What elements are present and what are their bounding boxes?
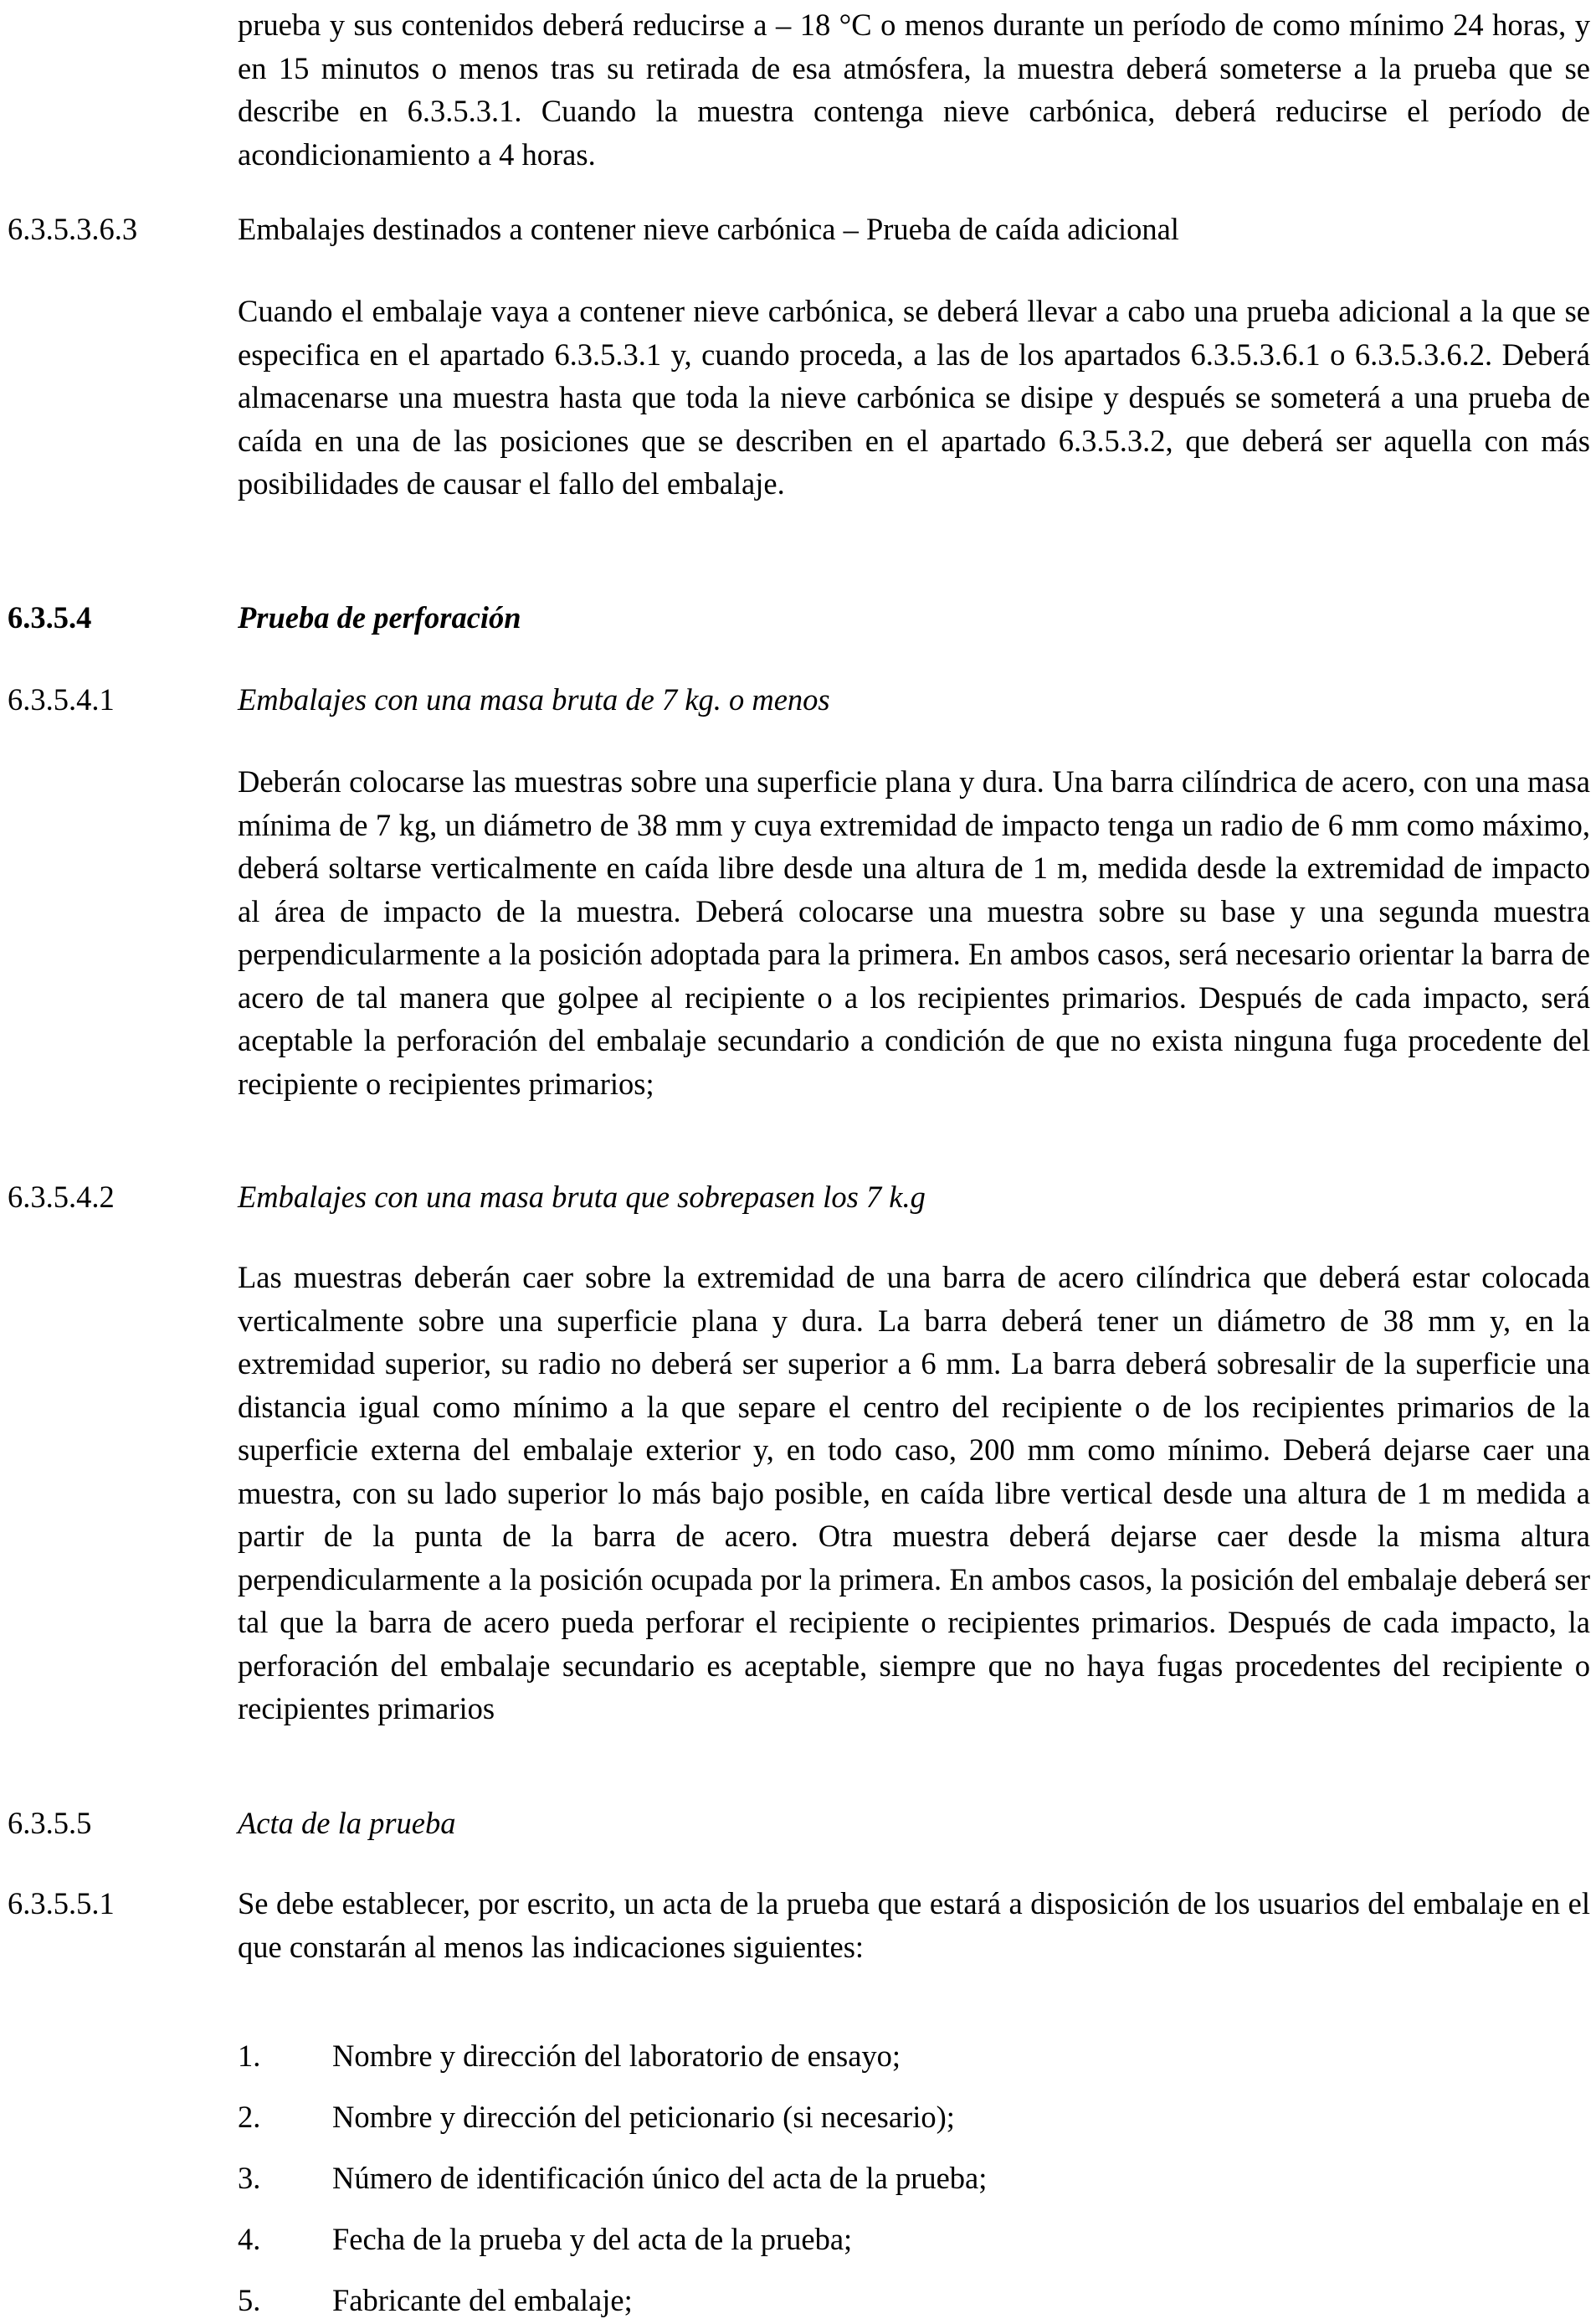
section-body: Deberán colocarse las muestras sobre una superficie plana y dura. Una barra cilíndrica de acero, con una masa mínima de 7 kg, un diámetro de 38 mm y cuya extremidad de impacto tenga un radio de 6 mm como máximo, deberá soltarse verticalmente en caída libre desde una altura de 1 m, medida desde la extremidad de impacto al área de impacto de la muestra. Deberá colocarse una muestra sobre su base y una segunda muestra perpendicularmente a la posición adoptada para la primera. En ambos casos, será necesario orientar la barra de acero de tal manera que golpee al recipiente o a los recipientes primarios. Después de cada impacto, será aceptable la perforación del embalaje secundario a condición de que no exista ninguna fuga procedente del recipiente o recipientes primarios;	[238, 764, 1590, 1101]
list-item-number: 1.	[238, 2039, 261, 2073]
section-body: Se debe establecer, por escrito, un acta de la prueba que estará a disposición de los usuarios del embalaje en el que constarán al menos las indicaciones siguientes:	[238, 1886, 1590, 1964]
section-number: 6.3.5.5	[8, 1806, 92, 1840]
section-body: Cuando el embalaje vaya a contener nieve carbónica, se deberá llevar a cabo una prueba adicional a la que se especifica en el apartado 6.3.5.3.1 y, cuando proceda, a las de los apartados 6.3.5.3.6.1 o 6.3.5.3.6.2. Deberá almacenarse una muestra hasta que toda la nieve carbónica se disipe y después se someterá a una prueba de caída en una de las posiciones que se describen en el apartado 6.3.5.3.2, que deberá ser aquella con más posibilidades de causar el fallo del embalaje.	[238, 294, 1590, 501]
section-number: 6.3.5.3.6.3	[8, 212, 138, 246]
section-number: 6.3.5.5.1	[8, 1886, 115, 1920]
list-item-number: 2.	[238, 2100, 261, 2134]
section-heading: Acta de la prueba	[238, 1806, 456, 1840]
list-item: Nombre y dirección del peticionario (si necesario);	[332, 2100, 955, 2134]
section-heading: Embalajes con una masa bruta de 7 kg. o menos	[238, 682, 830, 717]
section-body: Las muestras deberán caer sobre la extremidad de una barra de acero cilíndrica que deberá estar colocada verticalmente sobre una superficie plana y dura. La barra deberá tener un diámetro de 38 mm y, en la extremidad superior, su radio no deberá ser superior a 6 mm. La barra deberá sobresalir de la superficie una distancia igual como mínimo a la que separe el centro del recipiente o de los recipientes primarios de la superficie externa del embalaje exterior y, en todo caso, 200 mm como mínimo. Deberá dejarse caer una muestra, con su lado superior lo más bajo posible, en caída libre vertical desde una altura de 1 m medida a partir de la punta de la barra de acero. Otra muestra deberá dejarse caer desde la misma altura perpendicularmente a la posición ocupada por la primera. En ambos casos, la posición del embalaje deberá ser tal que la barra de acero pueda perforar el recipiente o recipientes primarios. Después de cada impacto, la perforación del embalaje secundario es aceptable, siempre que no haya fugas procedentes del recipiente o recipientes primarios	[238, 1260, 1590, 1725]
intro-paragraph: prueba y sus contenidos deberá reducirse a – 18 °C o menos durante un período de como mínimo 24 horas, y en 15 minutos o menos tras su retirada de esa atmósfera, la muestra deberá someterse a la prueba que se describe en 6.3.5.3.1. Cuando la muestra contenga nieve carbónica, deberá reducirse el período de acondicionamiento a 4 horas.	[238, 8, 1590, 172]
list-item-number: 3.	[238, 2161, 261, 2195]
list-item-number: 4.	[238, 2222, 261, 2256]
section-heading: Embalajes destinados a contener nieve carbónica – Prueba de caída adicional	[238, 212, 1179, 246]
section-number: 6.3.5.4.1	[8, 682, 115, 717]
section-number: 6.3.5.4.2	[8, 1180, 115, 1214]
list-item: Nombre y dirección del laboratorio de ensayo;	[332, 2039, 901, 2073]
section-number: 6.3.5.4	[8, 600, 92, 635]
list-item: Número de identificación único del acta de la prueba;	[332, 2161, 988, 2195]
section-heading: Prueba de perforación	[238, 600, 521, 635]
list-item: Fecha de la prueba y del acta de la prueba;	[332, 2222, 853, 2256]
list-item-number: 5.	[238, 2283, 261, 2317]
list-item: Fabricante del embalaje;	[332, 2283, 633, 2317]
section-heading: Embalajes con una masa bruta que sobrepasen los 7 k.g	[238, 1180, 926, 1214]
